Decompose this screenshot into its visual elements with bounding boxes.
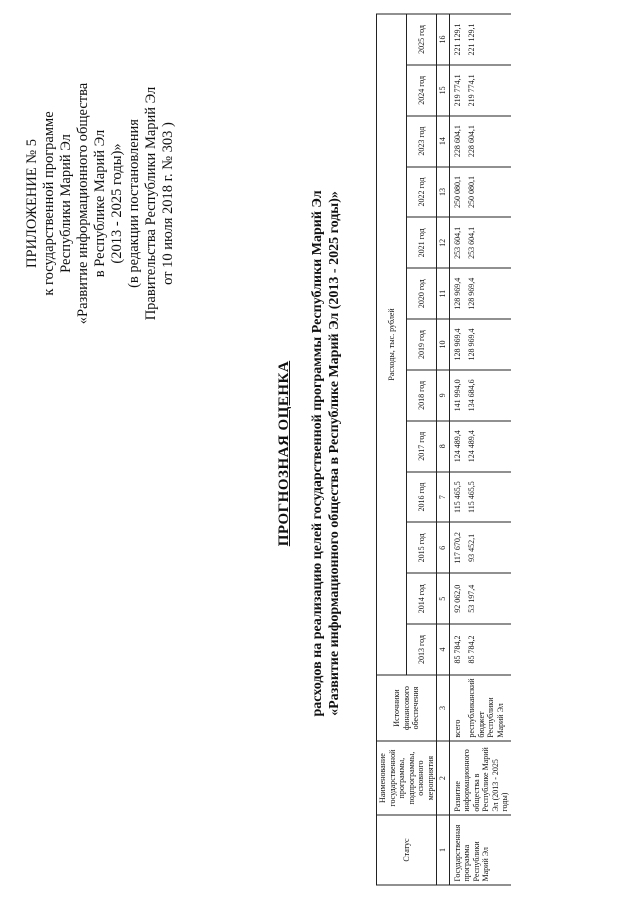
header-source: Источники финансового обеспечения bbox=[377, 674, 437, 740]
column-number: 16 bbox=[437, 14, 450, 65]
column-number: 5 bbox=[437, 573, 450, 624]
document-title bbox=[276, 123, 343, 783]
column-number: 15 bbox=[437, 64, 450, 115]
column-number: 13 bbox=[437, 166, 450, 217]
appendix-line: Республики Марий Эл bbox=[58, 133, 74, 273]
expenses-table bbox=[376, 13, 511, 885]
column-number: 14 bbox=[437, 115, 450, 166]
expense-value: 250 080,1 bbox=[449, 166, 464, 217]
header-year: 2020 год bbox=[407, 268, 437, 319]
appendix-line: к государственной программе bbox=[41, 110, 57, 296]
header-year: 2024 год bbox=[407, 64, 437, 115]
expense-value: 221 129,1 bbox=[464, 14, 510, 65]
expense-value: 85 784,2 bbox=[449, 624, 464, 675]
source-label: республиканский бюджет Республики Марий Эл bbox=[464, 674, 510, 740]
header-year: 2019 год bbox=[407, 319, 437, 370]
title-main: ПРОГНОЗНАЯ ОЦЕНКА bbox=[276, 360, 292, 546]
header-year: 2016 год bbox=[407, 471, 437, 522]
expense-value: 115 465,5 bbox=[464, 471, 510, 522]
expense-value: 128 969,4 bbox=[464, 268, 510, 319]
expense-value: 92 062,0 bbox=[449, 573, 464, 624]
row-name: Развитие информационного общества в Республике Марий Эл (2013 - 2025 годы) bbox=[449, 741, 511, 815]
column-number: 8 bbox=[437, 420, 450, 471]
header-year: 2025 год bbox=[407, 14, 437, 65]
row-status: Государственная программа Республики Марий Эл bbox=[449, 815, 511, 885]
header-year: 2022 год bbox=[407, 166, 437, 217]
expense-value: 128 969,4 bbox=[449, 268, 464, 319]
column-number: 11 bbox=[437, 268, 450, 319]
table-body bbox=[449, 14, 511, 885]
expense-value: 85 784,2 bbox=[464, 624, 510, 675]
appendix-line: в Республике Марий Эл bbox=[92, 129, 108, 277]
expense-value: 219 774,1 bbox=[449, 64, 464, 115]
header-year: 2014 год bbox=[407, 573, 437, 624]
header-year: 2015 год bbox=[407, 522, 437, 573]
column-number: 4 bbox=[437, 624, 450, 675]
expense-value: 253 604,1 bbox=[449, 217, 464, 268]
column-number: 3 bbox=[437, 674, 450, 740]
appendix-line: Правительства Республики Марий Эл bbox=[143, 86, 159, 320]
header-year: 2021 год bbox=[407, 217, 437, 268]
appendix-line: ПРИЛОЖЕНИЕ № 5 bbox=[24, 138, 40, 268]
header-year: 2013 год bbox=[407, 624, 437, 675]
expense-value: 93 452,1 bbox=[464, 522, 510, 573]
appendix-line: (в редакции постановления bbox=[126, 118, 142, 288]
column-number: 7 bbox=[437, 471, 450, 522]
column-number: 10 bbox=[437, 319, 450, 370]
column-number: 1 bbox=[437, 815, 450, 885]
column-number: 2 bbox=[437, 741, 450, 815]
header-year: 2023 год bbox=[407, 115, 437, 166]
column-number: 9 bbox=[437, 369, 450, 420]
header-status: Статус bbox=[377, 815, 437, 885]
column-number: 12 bbox=[437, 217, 450, 268]
appendix-header bbox=[24, 23, 177, 383]
column-number: 6 bbox=[437, 522, 450, 573]
expense-value: 250 080,1 bbox=[464, 166, 510, 217]
expense-value: 253 604,1 bbox=[464, 217, 510, 268]
header-year: 2017 год bbox=[407, 420, 437, 471]
header-expenses: Расходы, тыс. рублей bbox=[377, 14, 407, 675]
header-column-numbers-row bbox=[437, 14, 450, 885]
expense-value: 124 489,4 bbox=[464, 420, 510, 471]
expense-value: 228 604,1 bbox=[449, 115, 464, 166]
header-year: 2018 год bbox=[407, 369, 437, 420]
table-row bbox=[449, 14, 464, 885]
header-name: Наименование государственной программы, подпрограммы, основного мероприятия bbox=[377, 741, 437, 815]
expense-value: 228 604,1 bbox=[464, 115, 510, 166]
expense-value: 115 465,5 bbox=[449, 471, 464, 522]
appendix-line: от 10 июля 2018 г. № 303 ) bbox=[160, 121, 176, 285]
expense-value: 221 129,1 bbox=[449, 14, 464, 65]
title-subtitle-2: «Развитие информационного общества в Республике Марий Эл (2013 - 2025 годы)» bbox=[327, 190, 342, 716]
expense-value: 128 969,4 bbox=[464, 319, 510, 370]
expense-value: 134 684,6 bbox=[464, 369, 510, 420]
source-label: всего bbox=[449, 674, 464, 740]
appendix-line: (2013 - 2025 годы)» bbox=[109, 142, 125, 264]
appendix-line: «Развитие информационного общества bbox=[75, 82, 91, 324]
expense-value: 124 489,4 bbox=[449, 420, 464, 471]
expense-value: 117 670,2 bbox=[449, 522, 464, 573]
expense-value: 53 197,4 bbox=[464, 573, 510, 624]
expense-value: 128 969,4 bbox=[449, 319, 464, 370]
expense-value: 219 774,1 bbox=[464, 64, 510, 115]
title-subtitle-1: расходов на реализацию целей государственной программы Республики Марий Эл bbox=[310, 189, 325, 717]
expense-value: 141 994,0 bbox=[449, 369, 464, 420]
